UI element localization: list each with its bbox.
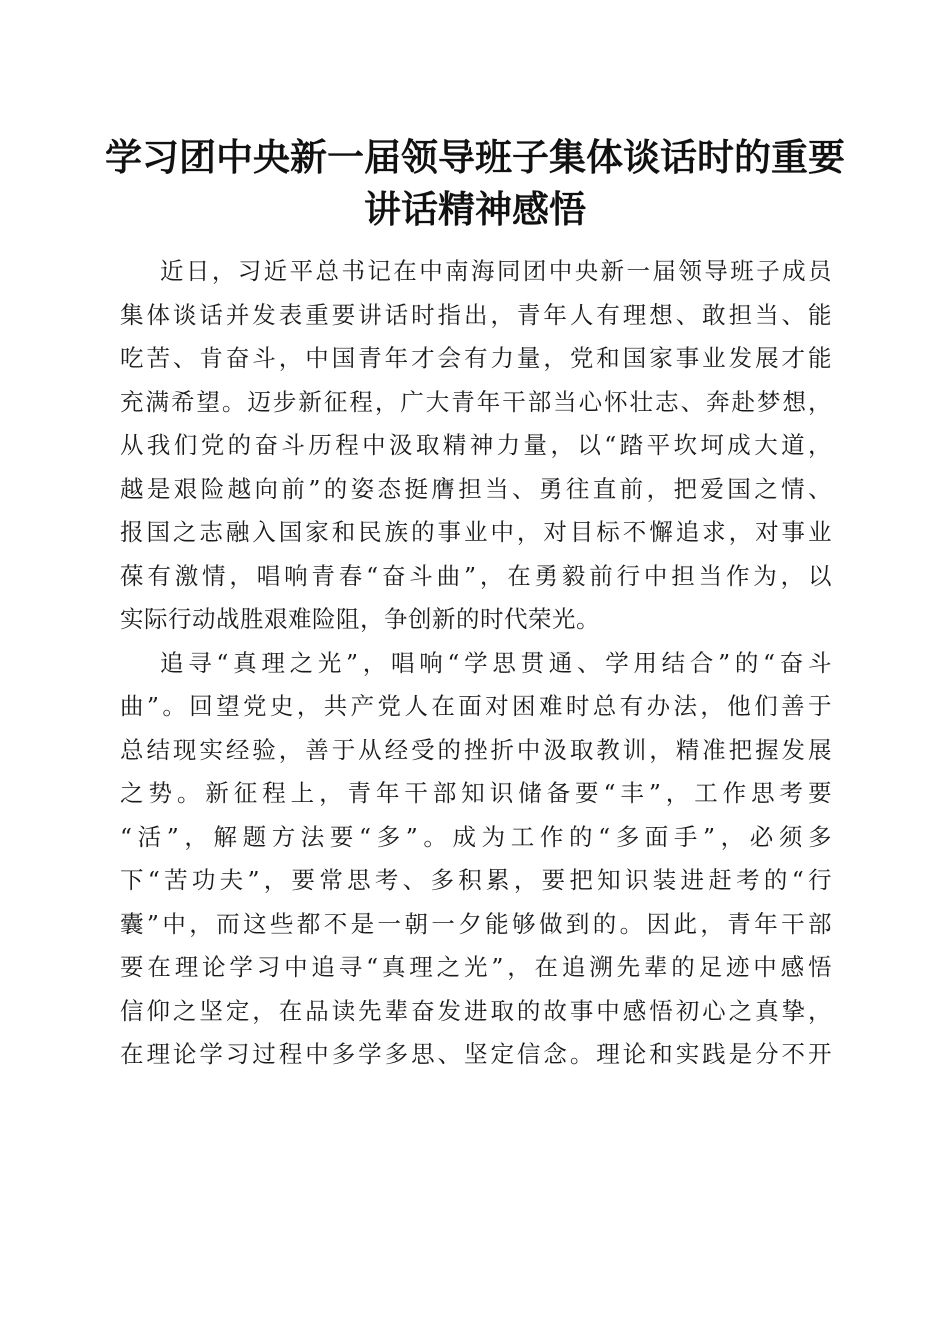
- paragraph-line: 追寻“真理之光”，唱响“学思贯通、学用结合”的“奋斗: [160, 648, 832, 677]
- paragraph-line: 近日，习近平总书记在中南海同团中央新一届领导班子成员: [160, 257, 832, 285]
- title-line: 讲话精神感悟: [364, 188, 586, 231]
- document-body: [120, 250, 832, 1077]
- paragraph-line: 从我们党的奋斗历程中汲取精神力量，以“踏平坎坷成大道，: [120, 431, 832, 459]
- document-title: [100, 132, 850, 236]
- paragraph-line: 越是艰险越向前”的姿态挺膺担当、勇往直前，把爱国之情、: [120, 474, 832, 503]
- paragraph-line: 囊”中，而这些都不是一朝一夕能够做到的。因此，青年干部: [120, 909, 832, 938]
- paragraph-line: 报国之志融入国家和民族的事业中，对目标不懈追求，对事业: [120, 518, 832, 546]
- paragraph-line: 总结现实经验，善于从经受的挫折中汲取教训，精准把握发展: [120, 735, 832, 764]
- paragraph-line: 在理论学习过程中多学多思、坚定信念。理论和实践是分不开: [120, 1040, 832, 1068]
- paragraph-line: 下“苦功夫”，要常思考、多积累，要把知识装进赶考的“行: [120, 866, 832, 894]
- paragraph-line: 集体谈话并发表重要讲话时指出，青年人有理想、敢担当、能: [120, 300, 832, 329]
- paragraph-1: [120, 250, 832, 642]
- paragraph-line: 要在理论学习中追寻“真理之光”，在追溯先辈的足迹中感悟: [120, 953, 832, 981]
- paragraph-line: 之势。新征程上，青年干部知识储备要“丰”，工作思考要: [120, 779, 832, 807]
- paragraph-2: [120, 642, 832, 1077]
- paragraph-line: 实际行动战胜艰难险阻，争创新的时代荣光。: [120, 605, 600, 633]
- paragraph-line: 葆有激情，唱响青春“奋斗曲”，在勇毅前行中担当作为，以: [120, 561, 832, 590]
- paragraph-line: “活”，解题方法要“多”。成为工作的“多面手”，必须多: [120, 822, 832, 851]
- paragraph-line: 吃苦、肯奋斗，中国青年才会有力量，党和国家事业发展才能: [120, 344, 832, 372]
- paragraph-line: 信仰之坚定，在品读先辈奋发进取的故事中感悟初心之真挚，: [120, 996, 832, 1025]
- title-line: 学习团中央新一届领导班子集体谈话时的重要: [105, 136, 845, 179]
- paragraph-line: 充满希望。迈步新征程，广大青年干部当心怀壮志、奔赴梦想，: [120, 387, 832, 416]
- paragraph-line: 曲”。回望党史，共产党人在面对困难时总有办法，他们善于: [120, 692, 832, 720]
